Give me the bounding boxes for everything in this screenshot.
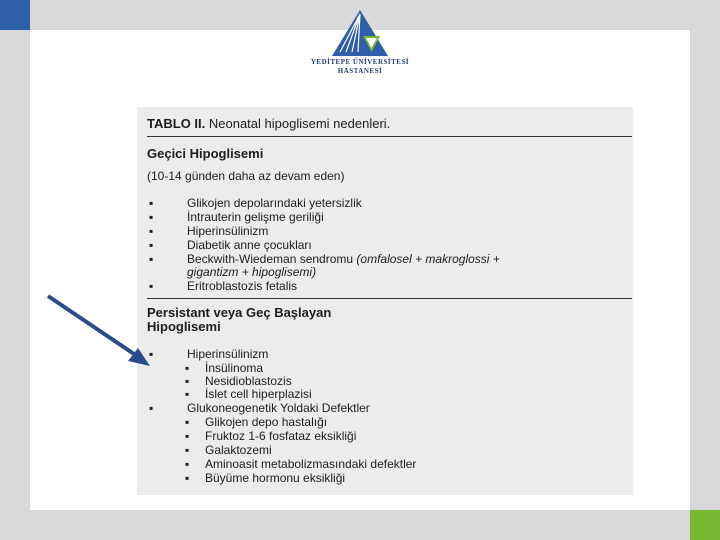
section2-heading-line1: Persistant veya Geç Başlayan: [147, 305, 332, 320]
logo-text-line1: YEDİTEPE ÜNİVERSİTESİ: [310, 58, 410, 66]
section1-subtitle: (10-14 günden daha az devam eden): [147, 169, 345, 183]
section1-heading: Geçici Hipoglisemi: [147, 146, 264, 161]
section2-heading-line2: Hipoglisemi: [147, 319, 221, 334]
table-title: TABLO II. Neonatal hipoglisemi nedenleri.: [147, 116, 391, 131]
logo-text-line2: HASTANESİ: [337, 67, 383, 75]
scanned-table: TABLO II. Neonatal hipoglisemi nedenleri. Geçici Hipoglisemi (10-14 günden daha az devam eden) ▪ Glikojen depolarındaki yetersizlik ▪ İntrauterin gelişme geriliği ▪ Hiperinsülinizm ▪ Diabetik anne çocukları ▪ Beckwith-Wiedeman sendromu (omfalosel + makroglossi + gigantizm + hipoglisemi) ▪ Eritroblastozis fetalis Persistant veya Geç Başlayan Hipoglisemi ▪ Hiperinsülinizm ▪ İnsülinoma ▪ Nesidioblastozis ▪ İslet cell hiperplazisi ▪ Glukoneogenetik Yoldaki Defektler ▪ Glikojen depo hastalığı ▪ Fruktoz 1-6 fosfataz eksikliği ▪ Galaktozemi ▪ Aminoasit metabolizmasındaki defektler ▪ Büyüme hormonu eksikliği: [137, 107, 633, 495]
